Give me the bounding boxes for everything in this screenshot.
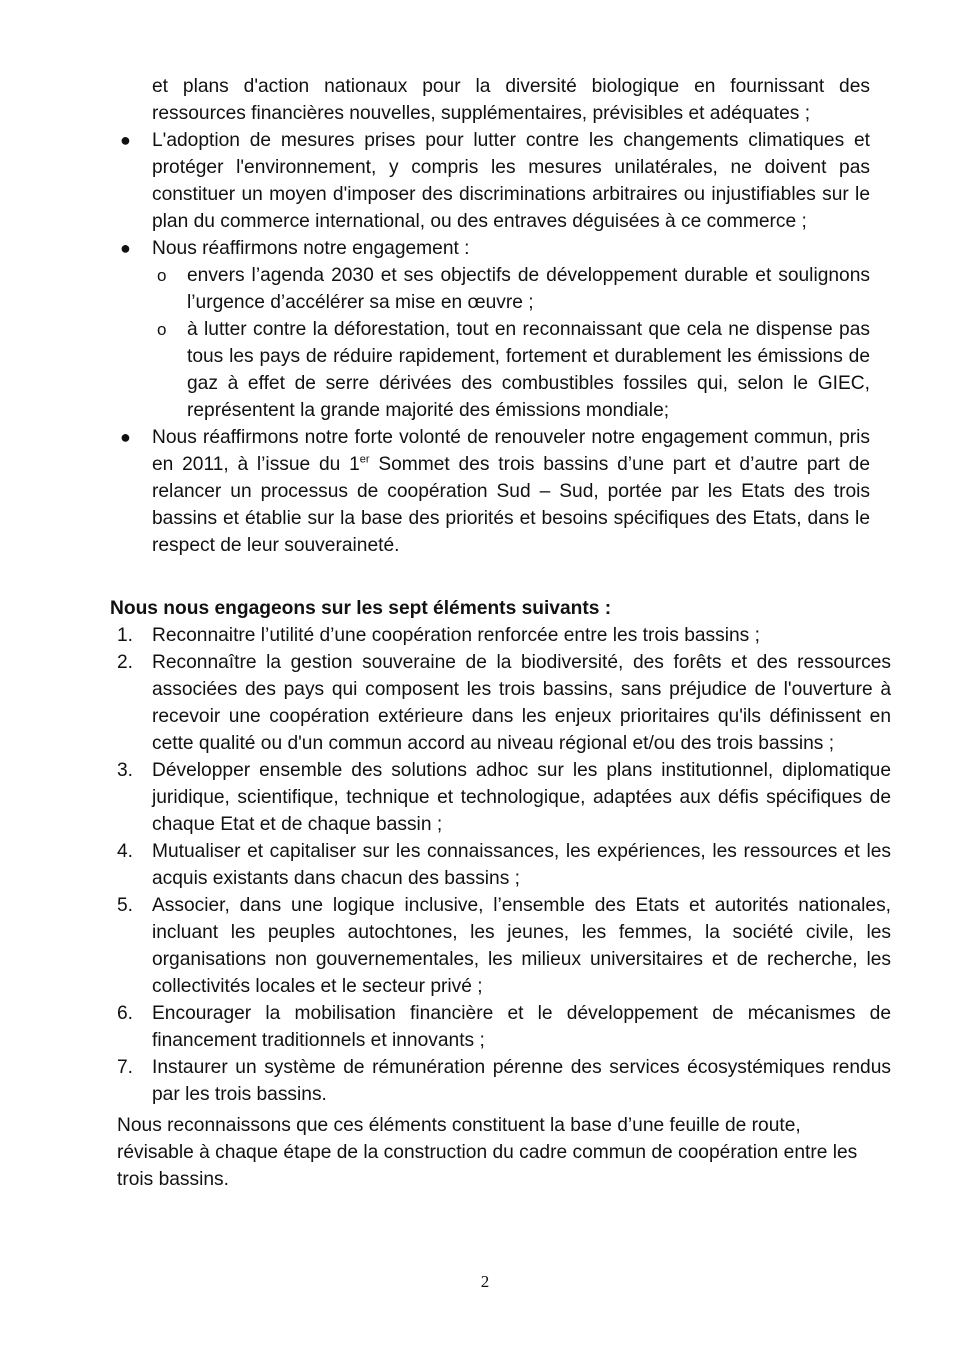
bullet-icon: ●: [120, 130, 131, 150]
item-text: Reconnaitre l’utilité d’une coopération renforcée entre les trois bassins ;: [152, 625, 760, 646]
item-text: Instaurer un système de rémunération pérenne des services écosystémiques rendus par les trois bassins.: [152, 1057, 891, 1105]
bullet-text: L'adoption de mesures prises pour lutter contre les changements climatiques et protéger l'environnement, y compris les mesures unilatérales, ne doivent pas constituer un moyen d'imposer des discriminations arbitraires ou injustifiables sur le plan du commerce international, ou des entraves déguisées à ce commerce ;: [152, 130, 870, 232]
list-item: [110, 622, 891, 649]
bullet-text: Nous réaffirmons notre engagement :: [152, 238, 470, 259]
circle-bullet-icon: o: [157, 320, 167, 339]
sub-bullet-text: envers l’agenda 2030 et ses objectifs de développement durable et soulignons l’urgence d’accélérer sa mise en œuvre ;: [187, 265, 870, 313]
list-item: [110, 757, 891, 838]
bullet-text-part: Sommet des trois bassins d’une part et d’autre part de relancer un processus de coopération Sud – Sud, portée par les Etats des trois bassins et établie sur la base des priorités et besoins spécifiques des Etats, dans le respect de leur souveraineté.: [152, 454, 871, 556]
list-item: [110, 892, 891, 1000]
item-text: Mutualiser et capitaliser sur les connaissances, les expériences, les ressources et les acquis existants dans chacun des bassins ;: [152, 841, 891, 889]
list-item: [110, 649, 891, 757]
circle-bullet-icon: o: [157, 266, 167, 285]
item-number: 5.: [117, 895, 134, 916]
bullet-text-part: Nous réaffirmons notre forte volonté de renouveler notre engagement commun, pris en 2011, à l’issue du 1: [152, 427, 870, 475]
item-text: Encourager la mobilisation financière et le développement de mécanismes de financement traditionnels et innovants ;: [152, 1003, 891, 1051]
bullet-item: [110, 424, 870, 559]
numbered-list: [110, 622, 891, 1108]
section-heading: Nous nous engageons sur les sept éléments suivants :: [110, 598, 612, 619]
item-text: Reconnaître la gestion souveraine de la biodiversité, des forêts et des ressources associées des pays qui composent les trois bassins, sans préjudice de l'ouverture à recevoir une coopération extérieure dans les enjeux prioritaires qu'ils définissent en cette qualité ou d'un commun accord au niveau régional et/ou des trois bassins ;: [152, 652, 891, 754]
sub-bullet-item: [110, 262, 870, 316]
page-number: 2: [480, 1272, 490, 1291]
list-item: [110, 1000, 891, 1054]
list-item: [110, 838, 891, 892]
bullet-item: [110, 127, 870, 235]
item-number: 7.: [117, 1057, 134, 1078]
item-number: 4.: [117, 841, 134, 862]
sub-bullet-text: à lutter contre la déforestation, tout en reconnaissant que cela ne dispense pas tous les pays de réduire rapidement, fortement et durablement les émissions de gaz à effet de serre dérivées des combustibles fossiles qui, selon le GIEC, représentent la grande majorité des émissions mondiale;: [187, 319, 870, 421]
closing-paragraph: Nous reconnaissons que ces éléments constituent la base d’une feuille de route, révisable à chaque étape de la construction du cadre commun de coopération entre les trois bassins.: [117, 1115, 858, 1190]
list-item: [110, 1054, 891, 1108]
bullet-icon: ●: [120, 238, 131, 258]
bullet-text: [152, 427, 870, 556]
item-text: Développer ensemble des solutions adhoc sur les plans institutionnel, diplomatique juridique, scientifique, technique et technologique, adaptées aux défis spécifiques de chaque Etat et de chaque bassin ;: [152, 760, 891, 835]
item-number: 3.: [117, 760, 134, 781]
item-number: 6.: [117, 1003, 134, 1024]
item-number: 2.: [117, 652, 134, 673]
sub-bullet-item: [110, 316, 870, 424]
bullet-icon: ●: [120, 427, 131, 447]
continuation-paragraph: et plans d'action nationaux pour la diversité biologique en fournissant des ressources financières nouvelles, supplémentaires, prévisibles et adéquates ;: [152, 76, 870, 124]
bullet-section: [110, 73, 870, 559]
superscript: er: [359, 453, 370, 466]
item-number: 1.: [117, 625, 134, 646]
bullet-item: [110, 235, 870, 262]
item-text: Associer, dans une logique inclusive, l’ensemble des Etats et autorités nationales, incluant les peuples autochtones, les jeunes, les femmes, la société civile, les organisations non gouvernementales, les milieux universitaires et de recherche, les collectivités locales et le secteur privé ;: [152, 895, 891, 997]
